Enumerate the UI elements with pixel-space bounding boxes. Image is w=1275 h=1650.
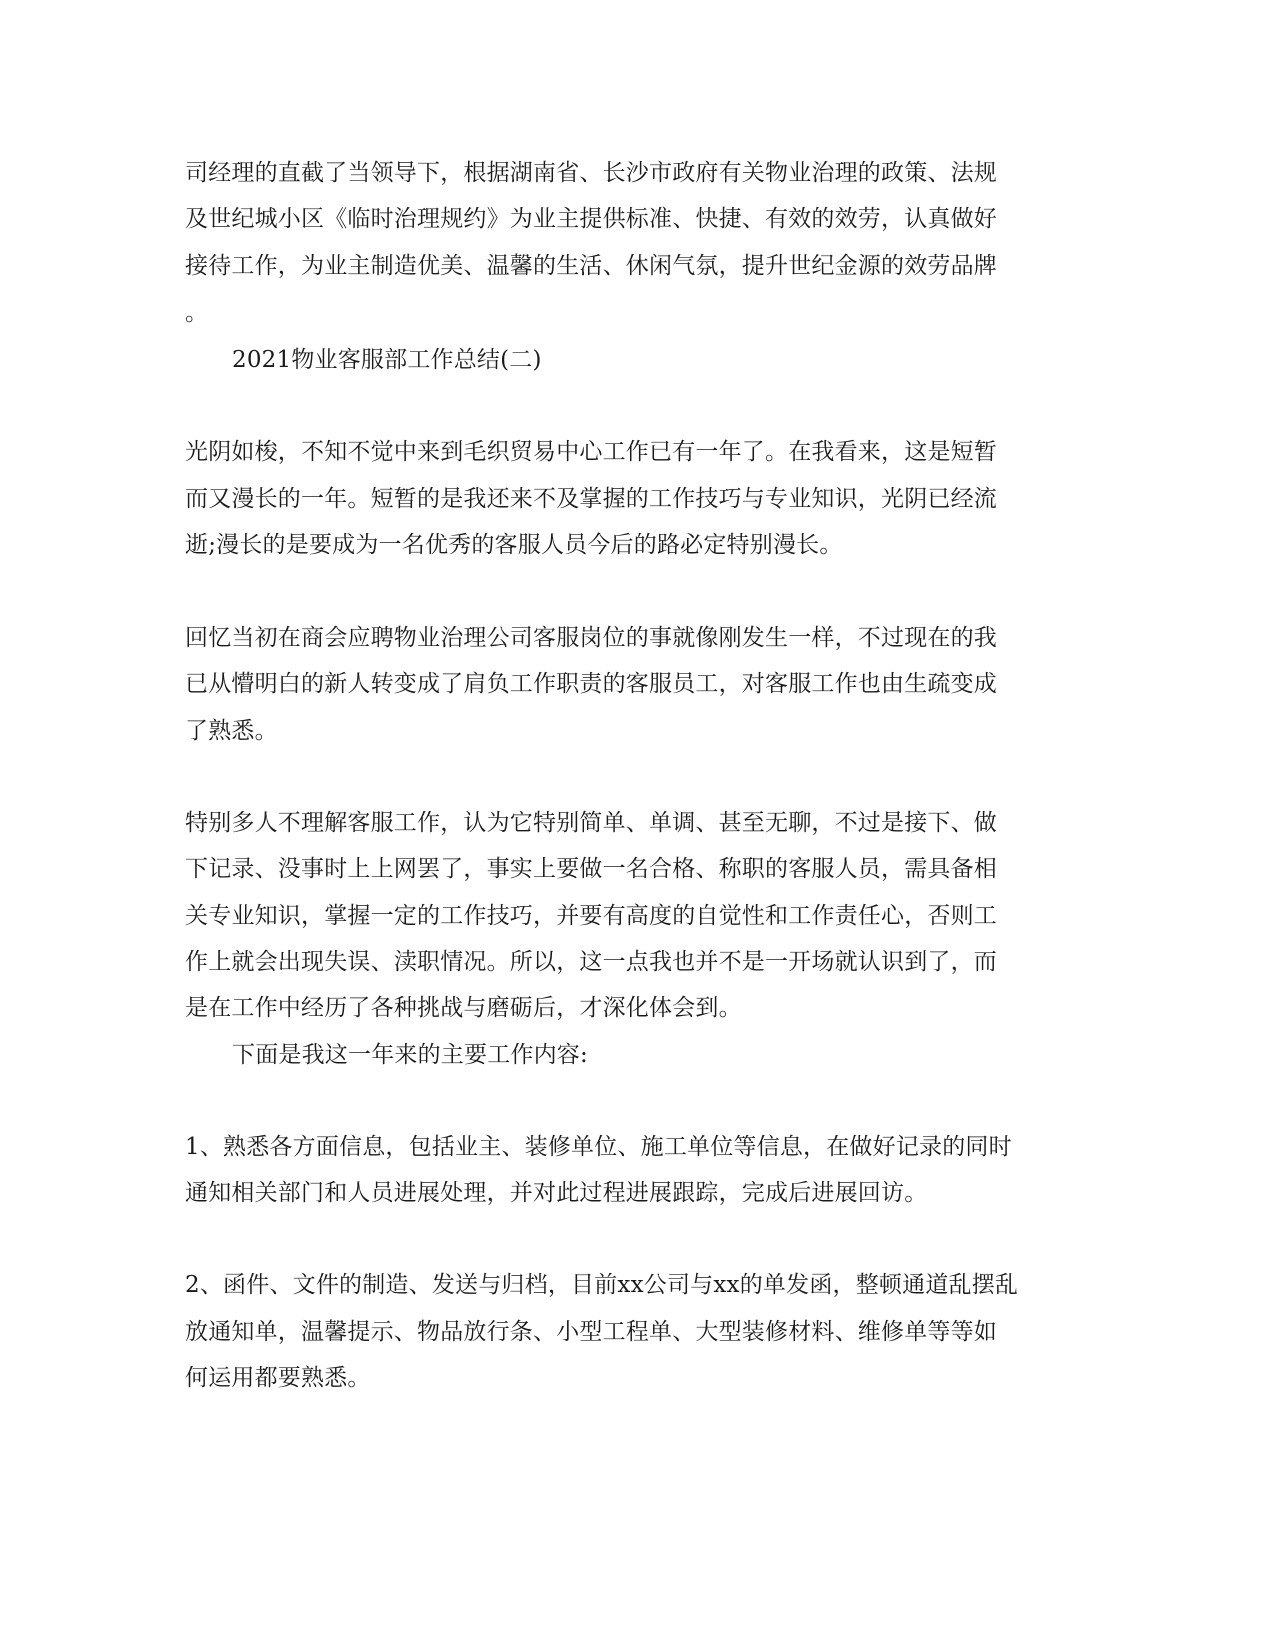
text-line: 下记录、没事时上上网罢了，事实上要做一名合格、称职的客服人员，需具备相 [185, 856, 997, 882]
text-line: 作上就会出现失误、渎职情况。所以，这一点我也并不是一开场就认识到了，而 [185, 949, 997, 975]
text-line: 司经理的直截了当领导下，根据湖南省、长沙市政府有关物业治理的政策、法规 [185, 160, 997, 186]
text-line: 接待工作，为业主制造优美、温馨的生活、休闲气氛，提升世纪金源的效劳品牌 [185, 253, 997, 279]
text-line: 关专业知识，掌握一定的工作技巧，并要有高度的自觉性和工作责任心，否则工 [185, 903, 997, 929]
list-item: 1、熟悉各方面信息，包括业主、装修单位、施工单位等信息，在做好记录的同时 [185, 1134, 1012, 1160]
list-item: 2、函件、文件的制造、发送与归档，目前xx公司与xx的单发函，整顿通道乱摆乱 [185, 1272, 1019, 1298]
text-line: 回忆当初在商会应聘物业治理公司客服岗位的事就像刚发生一样，不过现在的我 [185, 625, 997, 651]
text-line: 。 [185, 300, 209, 326]
text-line: 已从懵明白的新人转变成了肩负工作职责的客服员工，对客服工作也由生疏变成 [185, 671, 997, 697]
text-line: 何运用都要熟悉。 [185, 1365, 371, 1391]
text-line: 下面是我这一年来的主要工作内容: [232, 1042, 588, 1068]
text-line: 特别多人不理解客服工作，认为它特别简单、单调、甚至无聊，不过是接下、做 [185, 810, 997, 836]
text-line: 而又漫长的一年。短暂的是我还来不及掌握的工作技巧与专业知识，光阴已经流 [185, 486, 997, 512]
text-line: 及世纪城小区《临时治理规约》为业主提供标准、快捷、有效的效劳，认真做好 [185, 206, 997, 232]
text-line: 放通知单，温馨提示、物品放行条、小型工程单、大型装修材料、维修单等等如 [185, 1319, 997, 1345]
text-line: 逝;漫长的是要成为一名优秀的客服人员今后的路必定特别漫长。 [185, 532, 843, 558]
text-line: 是在工作中经历了各种挑战与磨砺后，才深化体会到。 [185, 995, 742, 1021]
text-line: 通知相关部门和人员进展处理，并对此过程进展跟踪，完成后进展回访。 [185, 1180, 928, 1206]
section-heading: 2021物业客服部工作总结(二) [232, 347, 542, 373]
text-line: 了熟悉。 [185, 718, 278, 744]
text-line: 光阴如梭，不知不觉中来到毛织贸易中心工作已有一年了。在我看来，这是短暂 [185, 439, 997, 465]
